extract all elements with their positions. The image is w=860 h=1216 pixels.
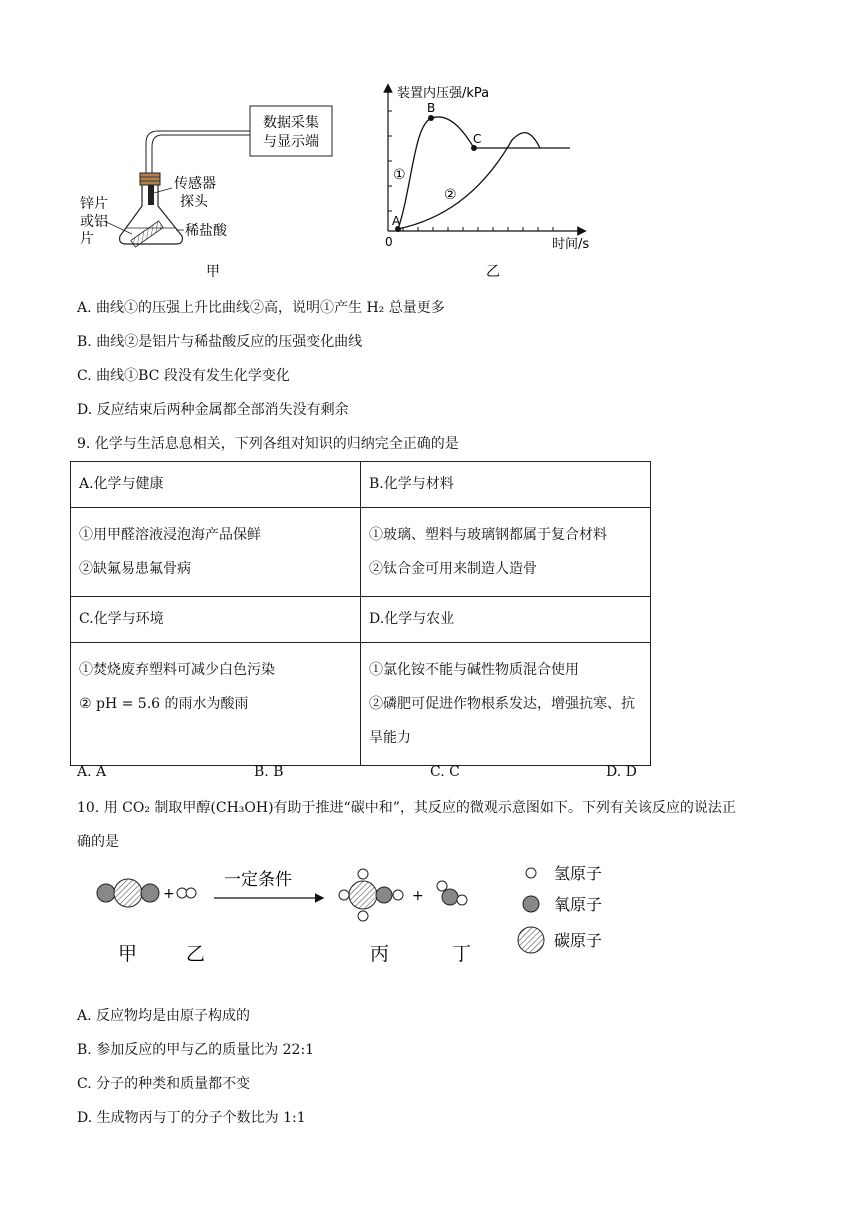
sensor-wire — [146, 131, 250, 173]
label-bing: 丙 — [370, 943, 390, 965]
pressure-graph — [385, 85, 589, 280]
q8-option-d: D. 反应结束后两种金属都全部消失没有剩余 — [77, 402, 349, 418]
apparatus-diagram — [80, 106, 332, 280]
cell-d-head: D.化学与农业 — [361, 597, 651, 643]
cell-a-body — [71, 508, 361, 597]
label-c: C — [473, 132, 482, 146]
cell-d-line1: ①氯化铵不能与碱性物质混合使用 — [369, 662, 579, 678]
cell-d-body — [361, 643, 651, 766]
molecule-jia — [97, 879, 159, 907]
curve-1 — [398, 117, 570, 229]
cell-c-line2: ② pH = 5.6 的雨水为酸雨 — [79, 696, 249, 712]
q9-option-a: A. A — [77, 764, 107, 780]
label-curve-1: ① — [393, 167, 406, 183]
metal-strip — [131, 221, 163, 247]
sensor-probe — [148, 185, 154, 205]
condition-label: 一定条件 — [224, 870, 292, 890]
label-jia: 甲 — [118, 943, 138, 965]
legend-o-label: 氧原子 — [554, 895, 603, 914]
q10-stem-line1: 10. 用 CO₂ 制取甲醇(CH₃OH)有助于推进“碳中和”，其反应的微观示意图如下。下列有关该反应的说法正 — [77, 800, 736, 816]
cell-a-line2: ②缺氟易患氟骨病 — [79, 561, 191, 577]
metal-label-1: 锌片 — [80, 196, 108, 212]
data-box-line2: 与显示端 — [263, 134, 319, 150]
legend-o-icon — [523, 896, 539, 912]
molecule-bing — [339, 869, 403, 921]
cell-a-head: A.化学与健康 — [71, 462, 361, 508]
data-box-line1: 数据采集 — [263, 115, 319, 131]
q9-option-b: B. B — [254, 764, 284, 780]
label-a: A — [392, 214, 401, 228]
caption-jia: 甲 — [206, 264, 220, 280]
legend-h-icon — [526, 868, 536, 878]
cell-c-head: C.化学与环境 — [71, 597, 361, 643]
cell-b-line2: ②钛合金可用来制造人造骨 — [369, 561, 537, 577]
q8-option-c: C. 曲线①BC 段没有发生化学变化 — [77, 368, 290, 384]
metal-label-3: 片 — [80, 231, 94, 247]
q10-stem-line2: 确的是 — [77, 834, 119, 850]
curve-2 — [398, 133, 540, 229]
q10-option-d: D. 生成物丙与丁的分子个数比为 1:1 — [77, 1110, 306, 1126]
cell-b-head: B.化学与材料 — [361, 462, 651, 508]
plus-2: + — [412, 888, 424, 904]
legend — [518, 864, 602, 953]
plus-1: + — [163, 886, 175, 902]
q10-option-c: C. 分子的种类和质量都不变 — [77, 1076, 251, 1092]
label-curve-2: ② — [444, 187, 457, 203]
q9-option-d: D. D — [606, 764, 637, 780]
q10-molecule-diagram — [90, 860, 630, 975]
label-b: B — [427, 101, 436, 115]
y-axis-label: 装置内压强/kPa — [397, 86, 490, 101]
molecule-ding — [437, 881, 467, 905]
q9-option-c: C. C — [430, 764, 460, 780]
q10-option-b: B. 参加反应的甲与乙的质量比为 22:1 — [77, 1042, 315, 1058]
cell-a-line1: ①用甲醛溶液浸泡海产品保鲜 — [79, 527, 261, 543]
x-axis-label: 时间/s — [552, 237, 590, 252]
cell-c-line1: ①焚烧废弃塑料可减少白色污染 — [79, 662, 275, 678]
label-yi: 乙 — [186, 943, 206, 965]
label-ding: 丁 — [452, 943, 472, 965]
q8-option-a: A. 曲线①的压强上升比曲线②高，说明①产生 H₂ 总量更多 — [77, 300, 445, 316]
sensor-label-1: 传感器 — [174, 176, 216, 192]
origin-label: 0 — [385, 235, 393, 249]
legend-c-icon — [518, 927, 544, 953]
stopper — [140, 173, 160, 185]
cell-d-line2: ②磷肥可促进作物根系发达，增强抗寒、抗旱能力 — [369, 696, 635, 746]
q10-option-a: A. 反应物均是由原子构成的 — [77, 1008, 251, 1024]
acid-label: 稀盐酸 — [185, 223, 227, 239]
legend-c-label: 碳原子 — [554, 931, 603, 950]
point-b — [428, 115, 434, 121]
q8-option-b: B. 曲线②是铝片与稀盐酸反应的压强变化曲线 — [77, 334, 363, 350]
cell-c-body — [71, 643, 361, 766]
cell-b-body — [361, 508, 651, 597]
q8-figure — [60, 78, 620, 288]
molecule-yi — [177, 888, 196, 898]
q9-table — [70, 461, 651, 766]
legend-h-label: 氢原子 — [554, 864, 603, 883]
caption-yi: 乙 — [486, 264, 500, 280]
sensor-label-2: 探头 — [180, 194, 208, 210]
q9-stem: 9. 化学与生活息息相关，下列各组对知识的归纳完全正确的是 — [77, 436, 459, 452]
cell-b-line1: ①玻璃、塑料与玻璃钢都属于复合材料 — [369, 527, 607, 543]
metal-label-2: 或铝 — [80, 214, 108, 230]
